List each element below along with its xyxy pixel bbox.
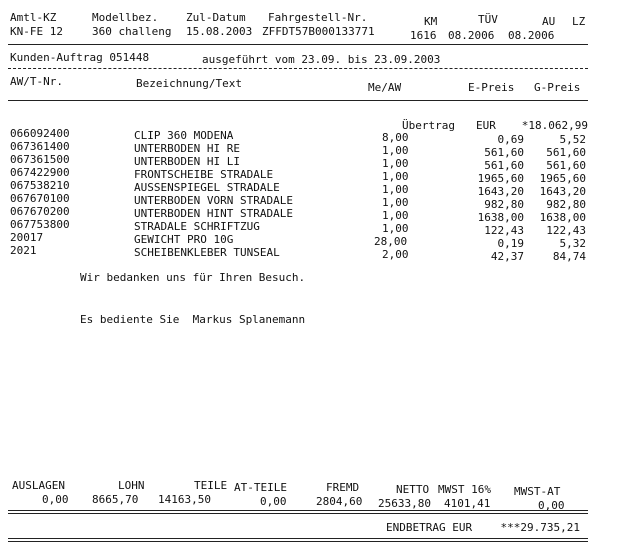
col-header-qty: Me/AW <box>368 81 402 94</box>
row-total: 1638,00 <box>539 211 586 224</box>
label-lz: LZ <box>572 15 586 28</box>
row-nr: 2021 <box>10 244 37 257</box>
totals-value-mwst-at: 0,00 <box>538 499 565 512</box>
label-au: AU <box>542 15 556 28</box>
row-unit: 561,60 <box>484 159 524 172</box>
row-total: 5,32 <box>559 237 586 250</box>
row-unit: 122,43 <box>484 224 524 237</box>
row-nr: 067422900 <box>10 166 70 179</box>
row-nr: 067670100 <box>10 192 70 205</box>
totals-label-teile: TEILE <box>194 479 228 492</box>
row-unit: 561,60 <box>484 146 524 159</box>
totals-label-auslagen: AUSLAGEN <box>12 479 65 492</box>
row-nr: 067753800 <box>10 218 70 231</box>
order-period: ausgeführt vom 23.09. bis 23.09.2003 <box>202 53 441 66</box>
row-qty: 1,00 <box>382 170 409 183</box>
row-nr: 067538210 <box>10 179 70 192</box>
header-divider <box>8 44 588 45</box>
row-unit: 42,37 <box>490 250 524 263</box>
row-total: 1643,20 <box>539 185 586 198</box>
row-nr: 067361400 <box>10 140 70 153</box>
label-zul-datum: Zul-Datum <box>186 11 246 24</box>
totals-value-auslagen: 0,00 <box>42 493 69 506</box>
totals-value-fremd: 2804,60 <box>316 495 363 508</box>
carryover-label: Übertrag <box>402 119 455 132</box>
row-total: 1965,60 <box>539 172 586 185</box>
row-unit: 1643,20 <box>477 185 524 198</box>
row-desc: UNTERBODEN HI RE <box>134 142 240 155</box>
row-qty: 1,00 <box>382 209 409 222</box>
row-total: 982,80 <box>546 198 586 211</box>
row-total: 561,60 <box>546 159 586 172</box>
row-unit: 0,19 <box>497 237 524 250</box>
order-divider <box>8 68 588 69</box>
final-amount: ***29.735,21 <box>500 521 580 534</box>
col-header-nr: AW/T-Nr. <box>10 75 63 88</box>
row-total: 561,60 <box>546 146 586 159</box>
value-modellbez: 360 challeng <box>92 25 172 38</box>
row-qty: 1,00 <box>382 196 409 209</box>
totals-label-lohn: LOHN <box>118 479 145 492</box>
thanks-message: Wir bedanken uns für Ihren Besuch. <box>80 271 306 284</box>
row-qty: 1,00 <box>382 222 409 235</box>
row-qty: 1,00 <box>382 183 409 196</box>
row-qty: 2,00 <box>382 248 409 261</box>
label-fahrgestell-nr: Fahrgestell-Nr. <box>268 11 368 24</box>
totals-double-rule <box>8 510 588 514</box>
order-label: Kunden-Auftrag 051448 <box>10 51 150 64</box>
totals-label-fremd: FREMD <box>326 481 360 494</box>
row-unit: 1638,00 <box>477 211 524 224</box>
value-km: 1616 <box>410 29 437 42</box>
label-amtl-kz: Amtl-KZ <box>10 11 57 24</box>
col-header-desc: Bezeichnung/Text <box>136 77 242 90</box>
row-nr: 067361500 <box>10 153 70 166</box>
col-header-total: G-Preis <box>534 81 581 94</box>
label-tuev: TÜV <box>478 13 498 26</box>
row-desc: SCHEIBENKLEBER TUNSEAL <box>134 246 280 259</box>
row-qty: 28,00 <box>374 235 408 248</box>
value-amtl-kz: KN-FE 12 <box>10 25 63 38</box>
row-nr: 066092400 <box>10 127 70 140</box>
col-header-unit: E-Preis <box>468 81 515 94</box>
row-desc: AUSSENSPIEGEL STRADALE <box>134 181 280 194</box>
totals-label-at-teile: AT-TEILE <box>234 481 287 494</box>
row-desc: UNTERBODEN HINT STRADALE <box>134 207 293 220</box>
row-unit: 982,80 <box>484 198 524 211</box>
row-desc: FRONTSCHEIBE STRADALE <box>134 168 274 181</box>
value-zul-datum: 15.08.2003 <box>186 25 253 38</box>
served-by-message: Es bediente Sie Markus Splanemann <box>80 313 306 326</box>
row-unit: 1965,60 <box>477 172 524 185</box>
row-total: 84,74 <box>552 250 586 263</box>
label-km: KM <box>424 15 438 28</box>
totals-value-netto: 25633,80 <box>378 497 431 510</box>
row-desc: CLIP 360 MODENA <box>134 129 234 142</box>
totals-label-mwst: MWST 16% <box>438 483 491 496</box>
row-desc: STRADALE SCHRIFTZUG <box>134 220 260 233</box>
table-header-divider <box>8 100 588 101</box>
row-desc: UNTERBODEN HI LI <box>134 155 240 168</box>
row-total: 122,43 <box>546 224 586 237</box>
row-nr: 20017 <box>10 231 44 244</box>
value-au: 08.2006 <box>508 29 555 42</box>
row-desc: GEWICHT PRO 10G <box>134 233 234 246</box>
totals-value-at-teile: 0,00 <box>260 495 287 508</box>
carryover-amount: *18.062,99 <box>521 119 588 132</box>
row-qty: 8,00 <box>382 131 409 144</box>
totals-value-lohn: 8665,70 <box>92 493 139 506</box>
row-unit: 0,69 <box>497 133 524 146</box>
row-qty: 1,00 <box>382 157 409 170</box>
row-nr: 067670200 <box>10 205 70 218</box>
totals-value-mwst: 4101,41 <box>444 497 491 510</box>
row-desc: UNTERBODEN VORN STRADALE <box>134 194 293 207</box>
final-label: ENDBETRAG EUR <box>386 521 473 534</box>
row-qty: 1,00 <box>382 144 409 157</box>
row-total: 5,52 <box>559 133 586 146</box>
value-tuev: 08.2006 <box>448 29 495 42</box>
final-double-rule <box>8 538 588 542</box>
label-modellbez: Modellbez. <box>92 11 159 24</box>
totals-value-teile: 14163,50 <box>158 493 211 506</box>
totals-label-netto: NETTO <box>396 483 430 496</box>
totals-label-mwst-at: MWST-AT <box>514 485 561 498</box>
value-fahrgestell-nr: ZFFDT57B000133771 <box>262 25 375 38</box>
carryover-currency: EUR <box>476 119 496 132</box>
